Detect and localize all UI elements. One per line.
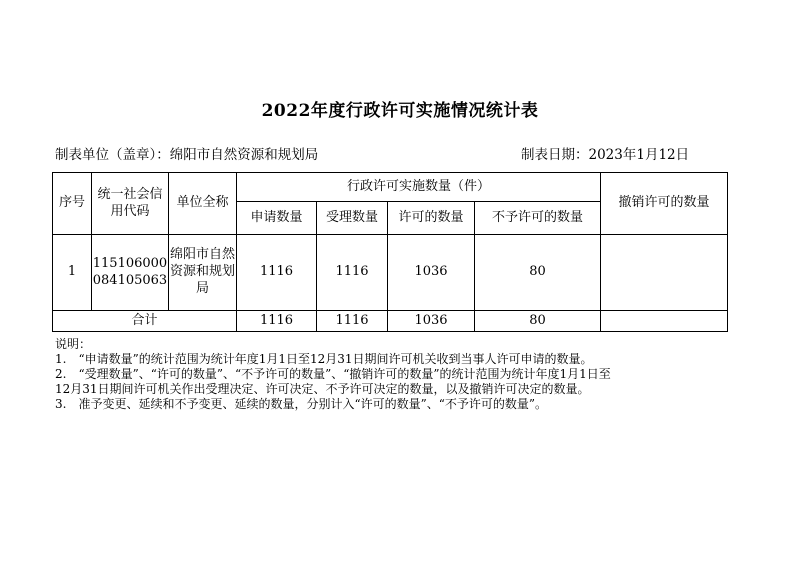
page-title: 2022年度行政许可实施情况统计表: [261, 101, 539, 121]
cell-accepted: 1116: [317, 235, 388, 311]
header-rejected: 不予许可的数量: [475, 202, 601, 235]
header-seq: 序号: [53, 173, 92, 235]
note-line: 12月31日期间许可机关作出受理决定、许可决定、不予许可决定的数量，以及撤销许可决定的数量。: [55, 382, 590, 396]
note-line: 2. “受理数量”、“许可的数量”、“不予许可的数量”、“撤销许可的数量”的统计范围为统计年度1月1日至: [55, 367, 611, 381]
issuing-unit-label: 制表单位（盖章）：绵阳市自然资源和规划局: [55, 147, 319, 163]
total-row: [53, 311, 728, 332]
total-approved: 1036: [388, 311, 475, 332]
cell-applied: 1116: [237, 235, 317, 311]
header-revoked: 撤销许可的数量: [601, 173, 728, 235]
note-line: 3. 准予变更、延续和不予变更、延续的数量，分别计入“许可的数量”、“不予许可的数量”。: [55, 397, 547, 411]
note-line: 1. “申请数量”的统计范围为统计年度1月1日至12月31日期间许可机关收到当事人许可申请的数量。: [55, 352, 593, 366]
cell-unit-name: 绵阳市自然资源和规划局: [169, 235, 237, 311]
total-rejected: 80: [475, 311, 601, 332]
header-approved: 许可的数量: [388, 202, 475, 235]
statistics-table: [52, 172, 728, 332]
cell-credit-code: 115106000084105063: [92, 235, 169, 311]
header-accepted: 受理数量: [317, 202, 388, 235]
header-credit-code: 统一社会信用代码: [92, 173, 169, 235]
header-unit-name: 单位全称: [169, 173, 237, 235]
total-label: 合计: [53, 311, 237, 332]
total-revoked: [601, 311, 728, 332]
notes-heading: 说明：: [55, 337, 92, 351]
cell-revoked: [601, 235, 728, 311]
header-license-count-group: 行政许可实施数量（件）: [237, 173, 601, 202]
total-applied: 1116: [237, 311, 317, 332]
cell-seq: 1: [53, 235, 92, 311]
table-row: [53, 235, 728, 311]
total-accepted: 1116: [317, 311, 388, 332]
cell-approved: 1036: [388, 235, 475, 311]
header-applied: 申请数量: [237, 202, 317, 235]
cell-rejected: 80: [475, 235, 601, 311]
issue-date-label: 制表日期：2023年1月12日: [521, 147, 690, 163]
notes-section: [55, 337, 611, 412]
